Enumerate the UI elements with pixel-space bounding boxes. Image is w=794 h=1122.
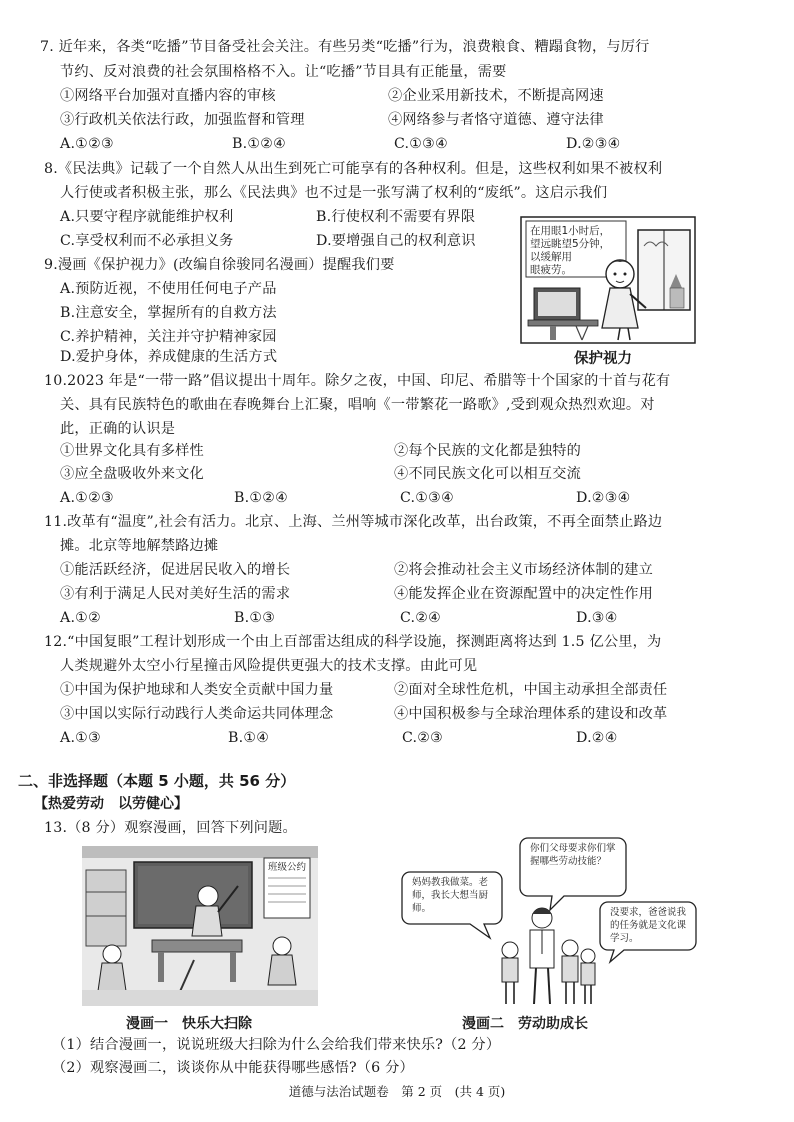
q11-statement-3: ③有利于满足人民对美好生活的需求: [60, 586, 291, 602]
q9-option-c: C.养护精神，关注并守护精神家园: [60, 329, 277, 345]
q10-statement-2: ②每个民族的文化都是独特的: [394, 443, 582, 459]
q8-option-c: C.享受权利而不必承担义务: [60, 233, 234, 249]
q13-stem: 13.（8 分）观察漫画，回答下列问题。: [44, 820, 297, 836]
q9-cartoon-text-2: 望远眺望5分钟，: [530, 238, 611, 250]
q11-stem-line1: 11.改革有“温度”,社会有活力。北京、上海、兰州等城市深化改革，出台政策，不再全面禁止路边: [44, 514, 663, 530]
q12-statement-4: ④中国积极参与全球治理体系的建设和改革: [394, 706, 668, 722]
q9-option-b: B.注意安全，掌握所有的自救方法: [60, 305, 277, 321]
q13-comic-2-bubble-student-right: 没要求，爸爸说我的任务就是文化课学习。: [610, 907, 687, 944]
q11-option-c: C.②④: [400, 610, 442, 626]
q7-stem-line2: 节约、反对浪费的社会氛围格格不入。让“吃播”节目具有正能量，需要: [60, 64, 507, 80]
q10-stem-line2: 关、具有民族特色的歌曲在春晚舞台上汇聚，唱响《一带繁花一路歌》,受到观众热烈欢迎。对: [60, 397, 655, 413]
q7-option-c: C.①③④: [394, 136, 449, 152]
q11-statement-1: ①能活跃经济，促进居民收入的增长: [60, 562, 291, 578]
q13-comic-2-bubble-student-left: 妈妈教我做菜。老师，我长大想当厨师。: [412, 877, 489, 914]
q7-option-d: D.②③④: [566, 136, 621, 152]
q11-option-b: B.①③: [234, 610, 276, 626]
q12-option-a: A.①③: [60, 730, 101, 746]
q10-option-c: C.①③④: [400, 490, 455, 506]
q9-cartoon-drawing: [520, 216, 696, 344]
q9-cartoon-text-4: 眼疲劳。: [530, 264, 572, 276]
q8-option-d: D.要增强自己的权利意识: [316, 233, 476, 249]
q12-option-b: B.①④: [228, 730, 270, 746]
q7-option-a: A.①②③: [60, 136, 114, 152]
q9-cartoon-caption: 保护视力: [574, 351, 632, 367]
q12-option-c: C.②③: [402, 730, 444, 746]
q12-stem-line1: 12.“中国复眼”工程计划形成一个由上百部雷达组成的科学设施，探测距离将达到 1.5 亿公里，为: [44, 634, 662, 650]
q11-option-d: D.③④: [576, 610, 618, 626]
q8-option-b: B.行使权利不需要有界限: [316, 209, 476, 225]
section-2-theme: 【热爱劳动 以劳健心】: [34, 796, 188, 812]
q10-stem-line1: 10.2023 年是“一带一路”倡议提出十周年。除夕之夜，中国、印尼、希腊等十个国家的十首与花有: [44, 373, 671, 389]
q10-stem-line3: 此，正确的认识是: [60, 421, 176, 437]
q9-stem: 9.漫画《保护视力》(改编自徐骏同名漫画）提醒我们要: [44, 257, 395, 273]
q7-option-b: B.①②④: [232, 136, 287, 152]
q10-statement-4: ④不同民族文化可以相互交流: [394, 466, 582, 482]
q11-stem-line2: 摊。北京等地解禁路边摊: [60, 538, 219, 554]
q13-part-1: （1）结合漫画一，说说班级大扫除为什么会给我们带来快乐?（2 分）: [52, 1037, 501, 1053]
q13-comic-1-sign: 班级公约: [268, 862, 307, 873]
q13-comic-1-caption: 漫画一 快乐大扫除: [126, 1016, 252, 1032]
q13-comic-2-caption: 漫画二 劳动助成长: [462, 1016, 588, 1032]
q8-stem-line2: 人行使或者积极主张，那么《民法典》也不过是一张写满了权利的“废纸”。这启示我们: [60, 185, 608, 201]
q13-comic-2-drawing: [398, 834, 698, 1010]
q10-option-a: A.①②③: [60, 490, 114, 506]
q11-statement-2: ②将会推动社会主义市场经济体制的建立: [394, 562, 653, 578]
q10-option-d: D.②③④: [576, 490, 631, 506]
q11-statement-4: ④能发挥企业在资源配置中的决定性作用: [394, 586, 653, 602]
q8-stem-line1: 8.《民法典》记载了一个自然人从出生到死亡可能享有的各种权利。但是，这些权利如果不被权利: [44, 161, 663, 177]
q10-option-b: B.①②④: [234, 490, 289, 506]
q9-cartoon-eye-care: [520, 216, 696, 344]
q9-option-a: A.预防近视，不使用任何电子产品: [60, 281, 277, 297]
q7-statement-4: ④网络参与者恪守道德、遵守法律: [388, 112, 604, 128]
q7-statement-2: ②企业采用新技术，不断提高网速: [388, 88, 604, 104]
q7-stem-line1: 7. 近年来，各类“吃播”节目备受社会关注。有些另类“吃播”行为，浪费粮食、糟蹋食物，与厉行: [40, 39, 650, 55]
section-2-title: 二、非选择题（本题 5 小题，共 56 分）: [18, 772, 296, 790]
q11-option-a: A.①②: [60, 610, 101, 626]
q13-comic-2-labor-growth: [398, 834, 698, 1010]
q7-statement-1: ①网络平台加强对直播内容的审核: [60, 88, 276, 104]
q7-statement-3: ③行政机关依法行政，加强监督和管理: [60, 112, 305, 128]
q10-statement-3: ③应全盘吸收外来文化: [60, 466, 204, 482]
q13-comic-2-bubble-teacher: 你们父母要求你们掌握哪些劳动技能？: [530, 843, 616, 867]
q9-cartoon-text-3: 以缓解用: [530, 251, 572, 263]
q8-option-a: A.只要守程序就能维护权利: [60, 209, 234, 225]
q12-statement-3: ③中国以实际行动践行人类命运共同体理念: [60, 706, 334, 722]
q12-statement-1: ①中国为保护地球和人类安全贡献中国力量: [60, 682, 334, 698]
q9-cartoon-text-1: 在用眼1小时后，: [530, 225, 611, 237]
q13-part-2: （2）观察漫画二，谈谈你从中能获得哪些感悟?（6 分）: [52, 1060, 414, 1076]
page-footer: 道德与法治试题卷 第 2 页 (共 4 页): [288, 1084, 506, 1099]
q13-comic-1-drawing: [82, 846, 318, 1006]
q9-option-d: D.爱护身体，养成健康的生活方式: [60, 349, 278, 365]
q12-option-d: D.②④: [576, 730, 618, 746]
q10-statement-1: ①世界文化具有多样性: [60, 443, 204, 459]
q12-stem-line2: 人类规避外太空小行星撞击风险提供更强大的技术支撑。由此可见: [60, 658, 478, 674]
q12-statement-2: ②面对全球性危机，中国主动承担全部责任: [394, 682, 668, 698]
q13-comic-1-happy-cleaning: [82, 846, 318, 1006]
